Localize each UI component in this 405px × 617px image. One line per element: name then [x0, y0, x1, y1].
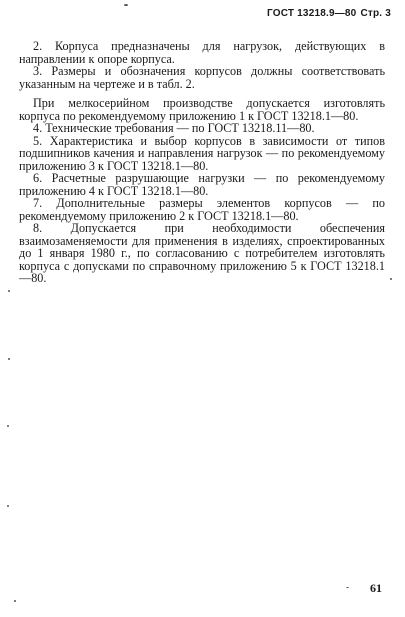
- page-label: Стр. 3: [360, 8, 391, 19]
- standard-number: ГОСТ 13218.9—80: [267, 8, 357, 19]
- clause-3-note: При мелкосерийном производстве допускается изготовлять корпуса по рекомендуемому приложению 1 к ГОСТ 13218.1—80.: [19, 96, 385, 123]
- clause-7: 7. Дополнительные размеры элементов корпусов — по рекомендуемому приложению 2 к ГОСТ 13218.1—80.: [19, 196, 385, 223]
- scan-speck: [7, 505, 9, 507]
- clause-2: 2. Корпуса предназначены для нагрузок, действующих в направлении к опоре корпуса.: [19, 39, 385, 66]
- scan-speck: [346, 587, 349, 588]
- scan-speck: [8, 290, 10, 292]
- document-body: [19, 40, 385, 285]
- scan-speck: [7, 425, 9, 427]
- page-number: 61: [370, 581, 382, 595]
- scan-speck: [14, 600, 16, 602]
- clause-6: 6. Расчетные разрушающие нагрузки — по рекомендуемому приложению 4 к ГОСТ 13218.1—80.: [19, 171, 385, 198]
- clause-5: 5. Характеристика и выбор корпусов в зависимости от типов подшипников качения и направления нагрузок — по рекомендуемому приложению 3 к ГОСТ 13218.1—80.: [19, 133, 385, 173]
- clause-4: 4. Технические требования — по ГОСТ 13218.11—80.: [33, 121, 315, 135]
- page-header: [267, 8, 391, 19]
- clause-8: 8. Допускается при необходимости обеспечения взаимозаменяемости для применения в изделиях, спроектированных до 1 января 1980 г., по согласованию с потребителем изготовлять корпуса с допусками по справочному приложению 5 к ГОСТ 13218.1—80.: [19, 221, 385, 285]
- clause-3: 3. Размеры и обозначения корпусов должны соответствовать указанным на чертеже и в табл. 2.: [19, 64, 385, 91]
- scan-speck: [8, 358, 10, 360]
- scan-speck: [124, 4, 128, 6]
- scan-speck: [390, 278, 392, 280]
